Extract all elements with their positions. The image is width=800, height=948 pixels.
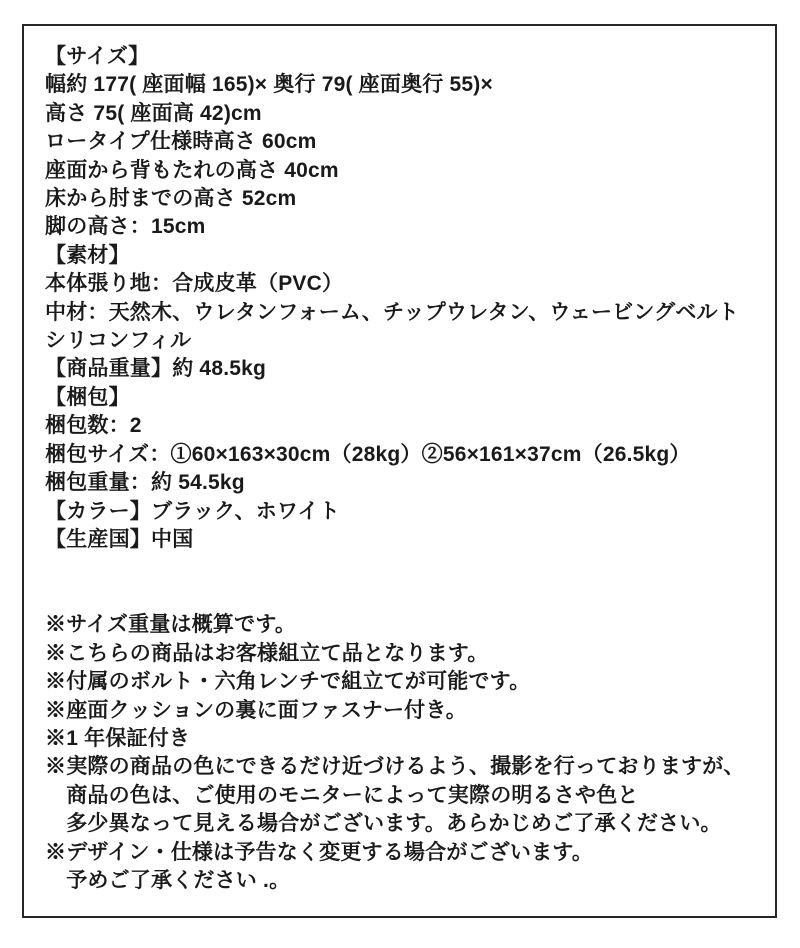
spec-box	[22, 24, 777, 918]
text-line: 床から肘までの高さ 52cm	[45, 187, 297, 211]
text-line: 【素材】	[45, 243, 130, 267]
text-line: 本体張り地：合成皮革（PVC）	[45, 272, 344, 296]
text-line: 【サイズ】	[45, 45, 150, 68]
text-line: 【カラー】ブラック、ホワイト	[45, 499, 340, 523]
text-line: 梱包サイズ：①60×163×30cm（28kg）②56×161×37cm（26.5kg）	[45, 442, 691, 466]
notes-section	[45, 611, 757, 895]
text-line: ※こちらの商品はお客様組立て品となります。	[45, 641, 489, 665]
text-line: シリコンフィル	[45, 329, 192, 353]
text-line: ※座面クッションの裏に面ファスナー付き。	[45, 698, 467, 722]
text-line: 多少異なって見える場合がございます。あらかじめご了承ください。	[45, 812, 722, 836]
text-line: 脚の高さ：15cm	[45, 215, 206, 239]
text-line: 高さ 75( 座面高 42)cm	[45, 101, 262, 125]
spec-section	[45, 43, 757, 554]
text-line: 座面から背もたれの高さ 40cm	[45, 158, 339, 182]
text-line: 梱包数：2	[45, 414, 142, 438]
text-line: 【梱包】	[45, 385, 130, 409]
text-line: 【商品重量】約 48.5kg	[45, 357, 267, 381]
text-line: ※デザイン・仕様は予告なく変更する場合がございます。	[45, 840, 594, 864]
text-line: ※サイズ重量は概算です。	[45, 613, 297, 637]
text-line: ※付属のボルト・六角レンチで組立てが可能です。	[45, 670, 531, 694]
text-line: ※実際の商品の色にできるだけ近づけるよう、撮影を行っておりますが、	[45, 755, 745, 779]
section-gap	[45, 554, 757, 611]
text-line: ロータイプ仕様時高さ 60cm	[45, 130, 317, 154]
text-line: 【生産国】中国	[45, 527, 194, 551]
text-line: 商品の色は、ご使用のモニターによって実際の明るさや色と	[45, 783, 639, 807]
text-line: 幅約 177( 座面幅 165)× 奥行 79( 座面奥行 55)×	[45, 73, 493, 97]
text-line: 中材：天然木、ウレタンフォーム、チップウレタン、ウェービングベルト	[45, 300, 739, 324]
text-line: 予めご了承ください .。	[45, 868, 291, 892]
text-line: 梱包重量：約 54.5kg	[45, 471, 245, 495]
text-line: ※1 年保証付き	[45, 726, 191, 750]
